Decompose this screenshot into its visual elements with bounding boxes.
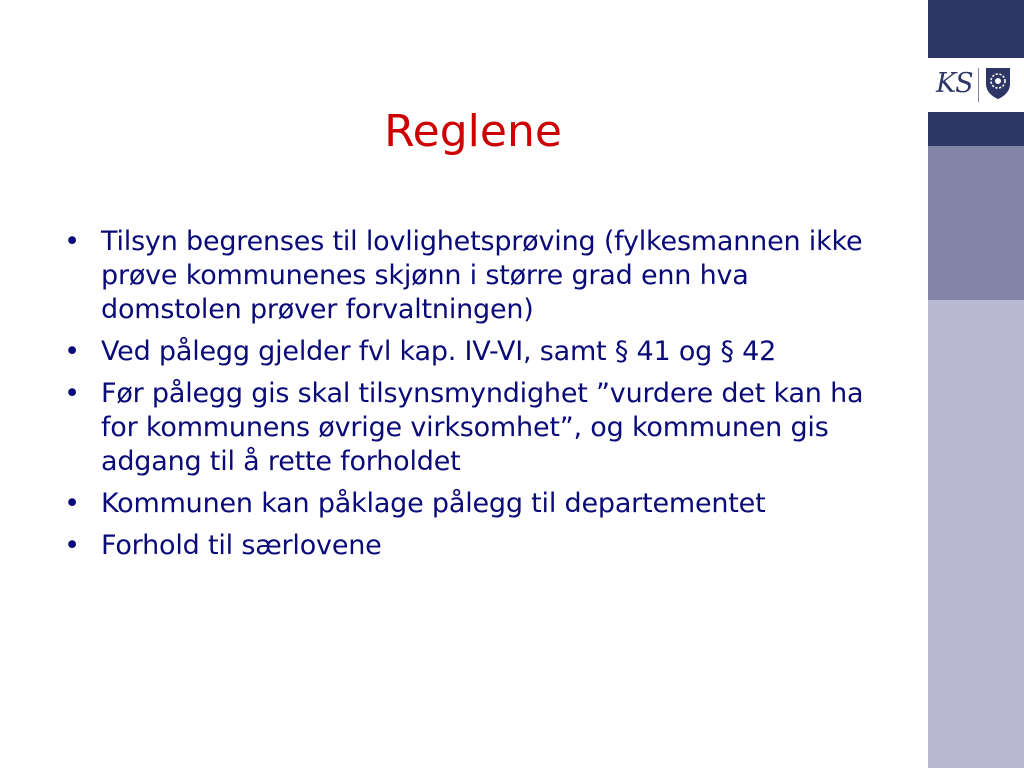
sidebar-band-dark xyxy=(928,112,1024,146)
sidebar-decoration xyxy=(928,0,1024,768)
bullet-text: Ved pålegg gjelder fvl kap. IV-VI, samt § 41 og § 42 xyxy=(101,336,777,367)
bullet-dot: • xyxy=(64,488,80,519)
bullet-text: Tilsyn begrenses til lovlighetsprøving (fylkesmannen ikke prøve kommunenes skjønn i større grad enn hva domstolen prøver forvaltningen) xyxy=(101,226,863,325)
bullet-dot: • xyxy=(64,530,80,561)
shield-icon xyxy=(984,66,1012,100)
logo-area xyxy=(928,58,1024,112)
ks-logo-text: KS xyxy=(936,68,973,99)
bullet-item xyxy=(62,487,897,521)
bullet-text: Før pålegg gis skal tilsynsmyndighet ”vurdere det kan ha for kommunens øvrige virksomhet”, og kommunen gis adgang til å rette forholdet xyxy=(101,378,864,477)
bullet-dot: • xyxy=(64,378,80,409)
slide-title: Reglene xyxy=(384,106,562,157)
bullet-item xyxy=(62,529,897,563)
bullet-item xyxy=(62,377,897,479)
bullet-dot: • xyxy=(64,336,80,367)
bullet-text: Kommunen kan påklage pålegg til departementet xyxy=(101,488,766,519)
bullet-text: Forhold til særlovene xyxy=(101,530,382,561)
sidebar-band-top xyxy=(928,0,1024,58)
bullet-item xyxy=(62,225,897,327)
bullet-dot: • xyxy=(64,226,80,257)
bullet-item xyxy=(62,335,897,369)
logo-divider xyxy=(978,68,979,102)
sidebar-band-light xyxy=(928,300,1024,768)
bullet-list xyxy=(62,225,897,571)
sidebar-band-mid xyxy=(928,146,1024,300)
